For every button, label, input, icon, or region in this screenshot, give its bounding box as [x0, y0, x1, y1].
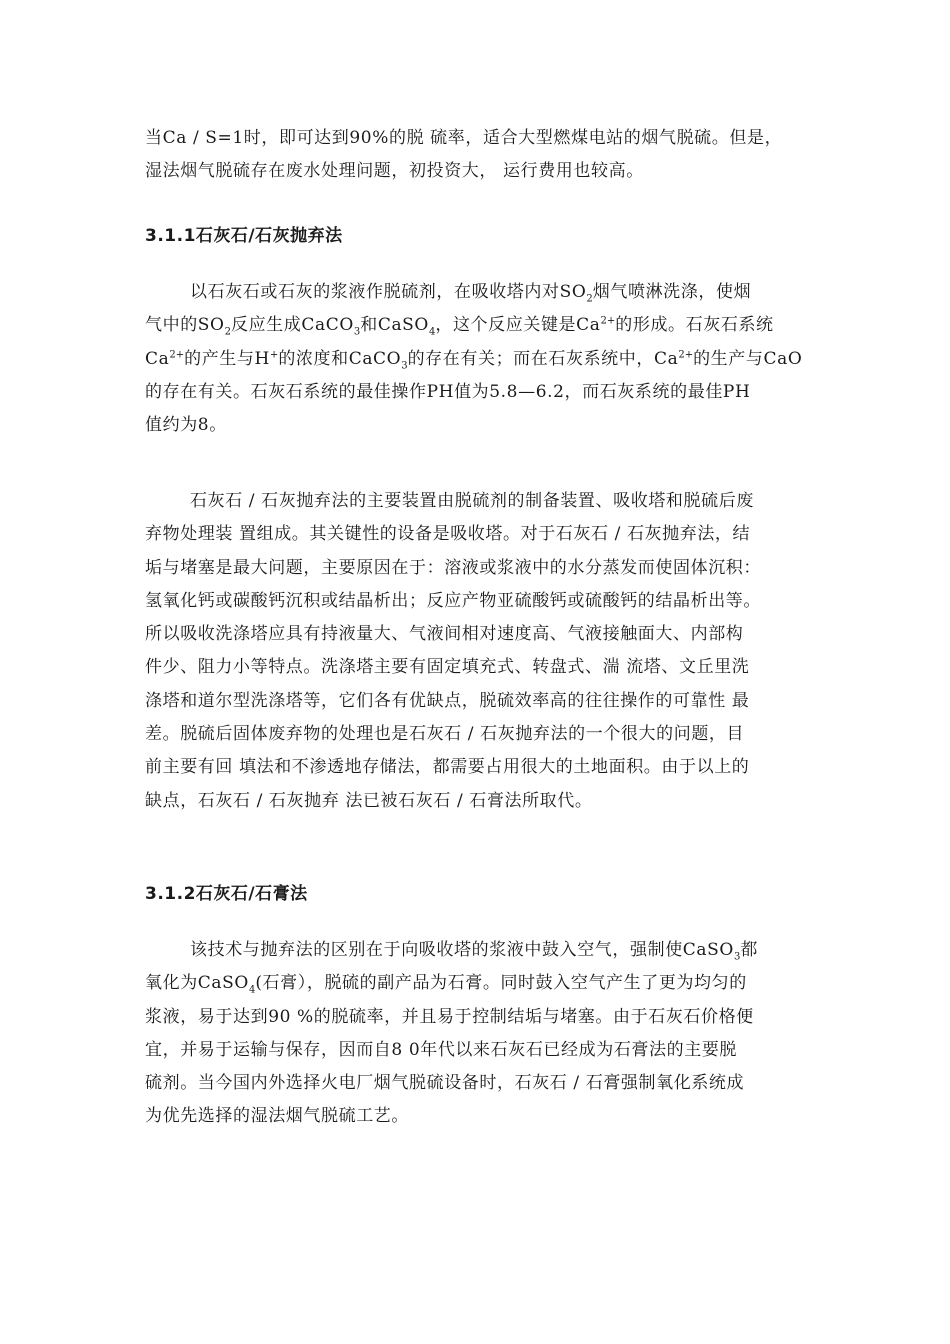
intro-line-1: 当Ca / S=1时，即可达到90%的脱 硫率，适合大型燃煤电站的烟气脱硫。但是，	[145, 128, 783, 148]
para2-line-10: 缺点，石灰石 / 石灰抛弃 法已被石灰石 / 石膏法所取代。	[145, 790, 593, 811]
s312-line-4: 宜，并易于运输与保存，因而自8 0年代以来石灰石已经成为石膏法的主要脱	[145, 1039, 738, 1060]
para2-line-1: 石灰石 / 石灰抛弃法的主要装置由脱硫剂的制备装置、吸收塔和脱硫后废	[190, 491, 754, 511]
s312-line-2: 氧化为CaSO$_4$(石膏），脱硫的副产品为石膏。同时鼓入空气产生了更为均匀的	[145, 973, 747, 996]
para2-line-5: 所以吸收洗涤塔应具有持液量大、气液间相对速度高、气液接触面大、内部构	[145, 624, 744, 645]
para2-line-2: 弃物处理装 置组成。其关键性的设备是吸收塔。对于石灰石 / 石灰抛弃法，结	[145, 524, 751, 545]
para1-line-2: 气中的$SO_2$反应生成CaCO$_3$和CaSO$_4$，这个反应关键是$Ca^{2+}$的形成。石灰石系统	[145, 315, 774, 338]
intro-line-2: 湿法烟气脱硫存在废水处理问题，初投资大， 运行费用也较高。	[145, 161, 644, 182]
para2-line-8: 差。脱硫后固体废弃物的处理也是石灰石 / 石灰抛弃法的一个很大的问题，目	[145, 724, 745, 745]
para1-line-3: $Ca^{2+}$的产生与H+的浓度和CaCO$_3$的存在有关；而在石灰系统中，$Ca^{2+}$的生产与CaO	[145, 348, 803, 371]
section-3-1-1-paragraph-1	[145, 276, 807, 442]
para2-line-7: 涤塔和道尔型洗涤塔等，它们各有优缺点，脱硫效率高的往往操作的可靠性 最	[145, 690, 750, 711]
s312-line-3: 浆液，易于达到90 %的脱硫率，并且易于控制结垢与堵塞。由于石灰石价格便	[145, 1006, 754, 1027]
intro-paragraph	[145, 122, 807, 189]
para1-line-5: 值约为8。	[145, 415, 227, 436]
s312-line-5: 硫剂。当今国内外选择火电厂烟气脱硫设备时，石灰石 / 石膏强制氧化系统成	[145, 1073, 745, 1094]
para2-line-6: 件少、阻力小等特点。洗涤塔主要有固定填充式、转盘式、湍 流塔、文丘里洗	[145, 657, 750, 678]
para2-line-4: 氢氧化钙或碳酸钙沉积或结晶析出；反应产物亚硫酸钙或硫酸钙的结晶析出等。	[145, 590, 761, 611]
section-heading-3-1-2: 3.1.2石灰石/石膏法	[145, 884, 308, 904]
para2-line-9: 前主要有回 填法和不渗透地存储法，都需要占用很大的土地面积。由于以上的	[145, 757, 750, 778]
section-3-1-1-paragraph-2	[145, 485, 807, 818]
s312-line-1: 该技术与抛弃法的区别在于向吸收塔的浆液中鼓入空气，强制使CaSO$_3$都	[190, 940, 758, 963]
para1-line-1: 以石灰石或石灰的浆液作脱硫剂，在吸收塔内对$SO_2$烟气喷淋洗涤，使烟	[190, 282, 752, 305]
s312-line-6: 为优先选择的湿法烟气脱硫工艺。	[145, 1106, 409, 1127]
section-heading-3-1-1: 3.1.1石灰石/石灰抛弃法	[145, 226, 343, 246]
section-3-1-2-paragraph-1	[145, 934, 807, 1134]
para1-line-4: 的存在有关。石灰石系统的最佳操作PH值为5.8—6.2，而石灰系统的最佳PH	[145, 381, 751, 402]
para2-line-3: 垢与堵塞是最大问题，主要原因在于：溶液或浆液中的水分蒸发而使固体沉积：	[145, 557, 761, 578]
